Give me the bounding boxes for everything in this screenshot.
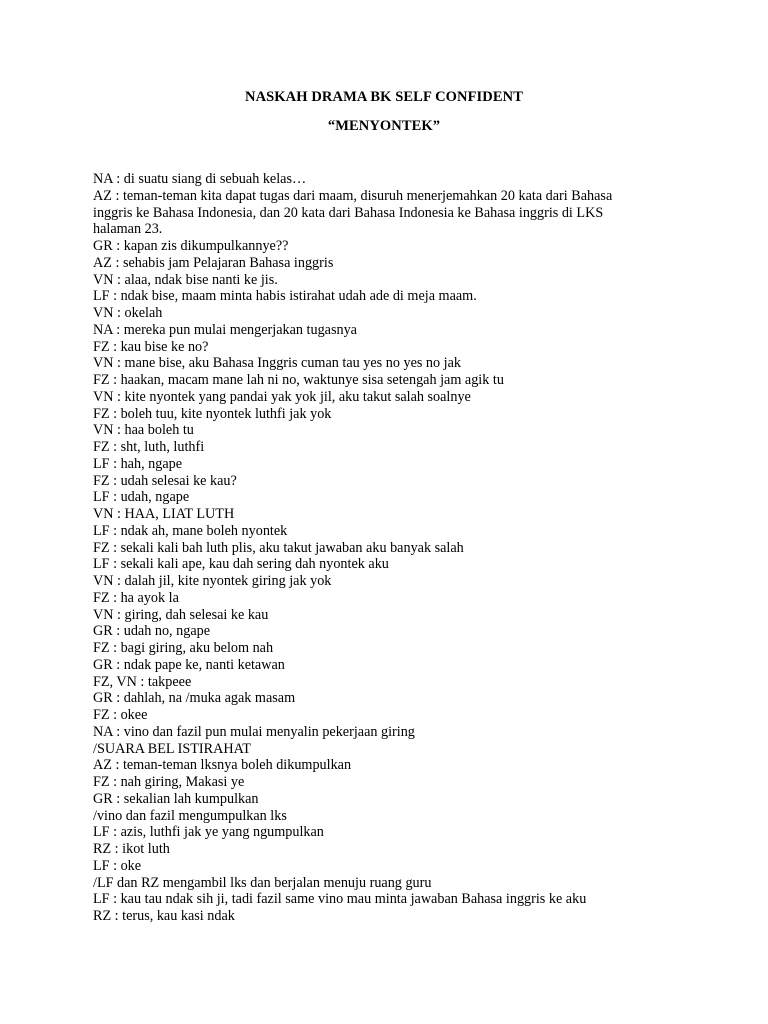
script-line: VN : okelah <box>93 305 163 321</box>
script-line: LF : ndak ah, mane boleh nyontek <box>93 522 288 539</box>
script-line: GR : sekalian lah kumpulkan <box>93 790 259 807</box>
script-line: LF : kau tau ndak sih ji, tadi fazil same vino mau minta jawaban Bahasa inggris ke aku <box>93 891 587 908</box>
document-subtitle: “MENYONTEK” <box>327 118 441 134</box>
script-line: VN : alaa, ndak bise nanti ke jis. <box>93 271 278 288</box>
script-line: FZ, VN : takpeee <box>93 673 192 690</box>
script-line: VN : mane bise, aku Bahasa Inggris cuman tau yes no yes no jak <box>93 355 461 372</box>
script-line: GR : kapan zis dikumpulkannye?? <box>93 238 289 254</box>
script-line: FZ : okee <box>93 707 148 723</box>
script-line: FZ : boleh tuu, kite nyontek luthfi jak yok <box>93 405 332 422</box>
script-line: LF : ndak bise, maam minta habis istirahat udah ade di meja maam. <box>93 288 477 305</box>
script-line: GR : udah no, ngape <box>93 623 211 640</box>
script-line: RZ : ikot luth <box>93 841 170 857</box>
script-line: VN : kite nyontek yang pandai yak yok jil, aku takut salah soalnye <box>93 388 471 405</box>
document-title: NASKAH DRAMA BK SELF CONFIDENT <box>245 89 523 105</box>
script-body <box>93 171 693 925</box>
script-line: RZ : terus, kau kasi ndak <box>93 908 235 924</box>
script-line: LF : azis, luthfi jak ye yang ngumpulkan <box>93 824 324 841</box>
script-line: FZ : sekali kali bah luth plis, aku takut jawaban aku banyak salah <box>93 539 464 556</box>
script-line: FZ : nah giring, Makasi ye <box>93 774 245 790</box>
script-line: FZ : bagi giring, aku belom nah <box>93 640 274 656</box>
script-line: halaman 23. <box>93 221 163 238</box>
script-line: AZ : teman-teman lksnya boleh dikumpulkan <box>93 757 352 774</box>
script-line: LF : hah, ngape <box>93 455 183 472</box>
script-line: /SUARA BEL ISTIRAHAT <box>93 740 251 757</box>
script-line: AZ : sehabis jam Pelajaran Bahasa inggris <box>93 254 334 271</box>
script-line: /vino dan fazil mengumpulkan lks <box>93 807 287 824</box>
script-line: NA : di suatu siang di sebuah kelas… <box>93 171 307 187</box>
script-line: /LF dan RZ mengambil lks dan berjalan menuju ruang guru <box>93 874 432 891</box>
script-line: LF : sekali kali ape, kau dah sering dah nyontek aku <box>93 556 389 573</box>
script-line: AZ : teman-teman kita dapat tugas dari maam, disuruh menerjemahkan 20 kata dari Bahasa <box>93 187 613 204</box>
script-line: NA : mereka pun mulai mengerjakan tugasnya <box>93 321 357 338</box>
script-line: VN : HAA, LIAT LUTH <box>93 506 235 522</box>
script-line: GR : ndak pape ke, nanti ketawan <box>93 656 285 673</box>
script-line: FZ : udah selesai ke kau? <box>93 472 237 489</box>
script-line: GR : dahlah, na /muka agak masam <box>93 690 296 707</box>
script-line: FZ : kau bise ke no? <box>93 338 209 355</box>
script-line: FZ : haakan, macam mane lah ni no, waktunye sisa setengah jam agik tu <box>93 372 504 388</box>
script-line: NA : vino dan fazil pun mulai menyalin pekerjaan giring <box>93 723 415 740</box>
script-line: LF : oke <box>93 857 142 874</box>
script-line: VN : giring, dah selesai ke kau <box>93 606 269 623</box>
script-line: VN : dalah jil, kite nyontek giring jak yok <box>93 573 332 589</box>
script-line: FZ : sht, luth, luthfi <box>93 439 205 455</box>
script-line: FZ : ha ayok la <box>93 589 179 606</box>
script-line: inggris ke Bahasa Indonesia, dan 20 kata dari Bahasa Indonesia ke Bahasa inggris di LKS <box>93 204 604 221</box>
script-line: LF : udah, ngape <box>93 489 190 506</box>
script-line: VN : haa boleh tu <box>93 422 194 439</box>
